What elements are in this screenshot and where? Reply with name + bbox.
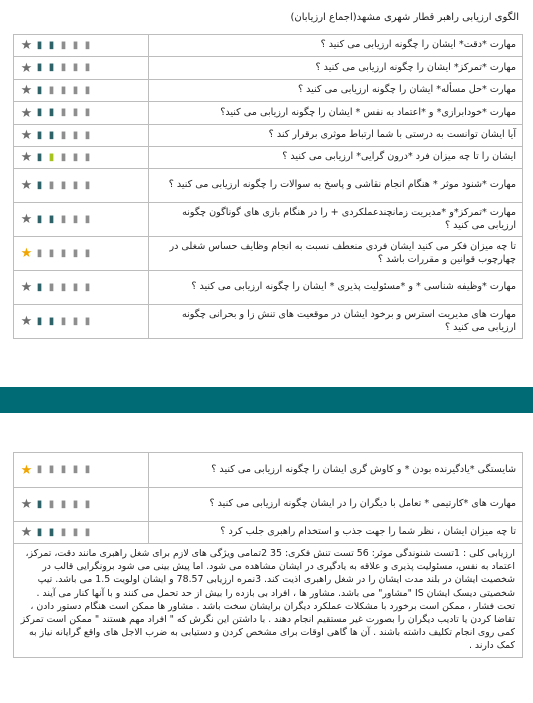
star-icon[interactable]: ★ [20,105,33,121]
thumbs-up-icon[interactable]: ▮ [36,315,43,327]
thumbs-up-icon[interactable]: ▮ [48,281,55,293]
thumbs-up-icon[interactable]: ▮ [84,247,91,259]
rating-cell [14,169,149,203]
question-row [14,80,523,102]
question-row [14,237,523,271]
rating-cell [14,80,149,102]
thumbs-up-icon[interactable]: ▮ [36,84,43,96]
question-text: مهارت *حل مسأله* ایشان را چگونه ارزیابی می کنید ؟ [149,80,523,102]
rating-table-2 [13,452,523,658]
question-row [14,35,523,57]
overall-assessment: ارزیابی کلی : 1تست شنوندگی موثر: 56 تست تنش فکری: 35 2تمامی ویژگی های لازم برای شغل راهبری مانند دقت، تمرکز، اعتماد به نفس، مسئولیت پذیری و علاقه به یادگیری در ایشان مشاهده می شود. اما پیش بینی می شود برونگرایی قالب در شخصیت ایشان در بلند مدت ایشان را در شغل راهبری اذیت کند. 3نمره ارزیابی 78.57 و ایشان اولویت 1.5 می باشد. تیپ شخصیتی دیسک ایشان IS "مشاور" می باشد. مشاور ها ، افراد بی بازده را بیش از حد تحمل می کنند و با آنها کنار می آیند . تحت فشار ، ممکن است برخورد با مشکلات عملکرد دیگران برایشان سخت باشد . مشاور ها ممکن است هنگام دستور دادن ، تقاضا کردن یا تادیب دیگران را بصورت غیر مستقیم انجام دهند . با داشتن این نگرش که " افراد مهم هستند " ممکن است تمرکز کمی روی انجام تکلیف داشته باشند . آن ها گاهی اوقات برای مشخص کردن و دستیابی به ضرب الاجل های واقع گرایانه نیاز به کمک دارند . [14,544,523,658]
thumbs-up-icon[interactable]: ▮ [84,281,91,293]
question-row [14,203,523,237]
thumbs-up-icon[interactable]: ▮ [48,84,55,96]
rating-widget [20,213,148,227]
question-text: مهارت *تمرکز* ایشان را چگونه ارزیابی می کنید ؟ [149,57,523,80]
thumbs-up-icon[interactable]: ▮ [84,179,91,191]
thumbs-up-icon[interactable]: ▮ [48,464,55,475]
question-row [14,453,523,488]
question-row [14,125,523,147]
thumbs-up-icon[interactable]: ▮ [84,129,91,141]
thumbs-up-icon[interactable]: ▮ [36,464,43,475]
question-row [14,488,523,522]
rating-widget [20,84,148,98]
rating-widget [20,498,148,512]
thumbs-up-icon[interactable]: ▮ [84,62,91,73]
question-text: مهارت *خودابرازی* و *اعتماد به نفس * ایشان را چگونه ارزیابی می کنید؟ [149,102,523,125]
thumbs-up-icon[interactable]: ▮ [48,498,55,510]
thumbs-up-icon[interactable]: ▮ [60,526,67,538]
thumbs-up-icon[interactable]: ▮ [60,151,67,163]
question-text: مهارت *دقت* ایشان را چگونه ارزیابی می کنید ؟ [149,35,523,57]
rating-widget [20,315,148,329]
thumbs-up-icon[interactable]: ▮ [36,247,43,259]
question-row [14,522,523,544]
thumbs-up-icon[interactable]: ▮ [36,179,43,191]
question-row [14,57,523,80]
rating-widget [20,106,148,120]
rating-widget [20,281,148,295]
rating-cell [14,125,149,147]
thumbs-up-icon[interactable]: ▮ [36,498,43,510]
thumbs-up-icon[interactable]: ▮ [36,129,43,141]
thumbs-up-icon[interactable]: ▮ [72,151,79,163]
thumbs-up-icon[interactable]: ▮ [84,84,91,96]
thumbs-up-icon[interactable]: ▮ [84,151,91,163]
page-title: الگوی ارزیابی راهبر قطار شهری مشهد(اجماع ارزیابان) [290,12,519,23]
rating-widget [20,151,148,165]
question-row [14,102,523,125]
thumbs-up-icon[interactable]: ▮ [72,39,79,51]
star-icon[interactable]: ★ [20,83,33,98]
star-icon[interactable]: ★ [20,60,33,76]
thumbs-up-icon[interactable]: ▮ [72,464,79,475]
star-icon[interactable]: ★ [20,178,33,193]
thumbs-up-icon[interactable]: ▮ [60,281,67,293]
thumbs-up-icon[interactable]: ▮ [84,315,91,327]
question-text: تا چه میزان ایشان ، نظر شما را جهت جذب و استخدام راهبری جلب کرد ؟ [149,522,523,544]
rating-cell [14,147,149,169]
star-icon[interactable]: ★ [20,525,33,540]
question-text: مهارت *وظیفه شناسی * و *مسئولیت پذیری * ایشان را چگونه ارزیابی می کنید ؟ [149,271,523,305]
thumbs-up-icon[interactable]: ▮ [60,39,67,51]
thumbs-up-icon[interactable]: ▮ [60,107,67,118]
question-row [14,305,523,339]
thumbs-up-icon[interactable]: ▮ [72,213,79,225]
thumbs-up-icon[interactable]: ▮ [48,247,55,259]
thumbs-up-icon[interactable]: ▮ [84,464,91,475]
question-text: ایشان را تا چه میزان فرد *درون گرایی* ارزیابی می کنید ؟ [149,147,523,169]
star-icon[interactable]: ★ [20,462,33,478]
thumbs-up-icon[interactable]: ▮ [48,62,55,73]
question-row [14,271,523,305]
star-icon[interactable]: ★ [20,314,33,329]
summary-row [14,544,523,658]
question-text: مهارت های مدیریت استرس و برخود ایشان در موقعیت های تنش زا و بحرانی چگونه ارزیابی می کنید ؟ [149,305,523,339]
thumbs-up-icon[interactable]: ▮ [60,498,67,510]
thumbs-up-icon[interactable]: ▮ [72,107,79,118]
thumbs-up-icon[interactable]: ▮ [84,107,91,118]
rating-widget [20,463,148,477]
rating-cell [14,305,149,339]
star-icon[interactable]: ★ [20,150,33,165]
rating-cell [14,57,149,80]
thumbs-up-icon[interactable]: ▮ [36,39,43,51]
thumbs-up-icon[interactable]: ▮ [60,179,67,191]
thumbs-up-icon[interactable]: ▮ [36,151,43,163]
rating-widget [20,247,148,261]
thumbs-up-icon[interactable]: ▮ [72,129,79,141]
thumbs-up-icon[interactable]: ▮ [36,213,43,225]
thumbs-up-icon[interactable]: ▮ [60,84,67,96]
thumbs-up-icon[interactable]: ▮ [72,62,79,73]
thumbs-up-icon[interactable]: ▮ [48,151,55,163]
thumbs-up-icon[interactable]: ▮ [84,498,91,510]
question-text: مهارت های *کارتیمی * تعامل با دیگران را در ایشان چگونه ارزیابی می کنید ؟ [149,488,523,522]
rating-widget [20,526,148,540]
rating-cell [14,35,149,57]
thumbs-up-icon[interactable]: ▮ [48,213,55,225]
thumbs-up-icon[interactable]: ▮ [48,107,55,118]
question-row [14,147,523,169]
question-row [14,169,523,203]
rating-table-1 [13,34,523,339]
thumbs-up-icon[interactable]: ▮ [72,315,79,327]
page-divider [0,387,533,413]
rating-cell [14,102,149,125]
thumbs-up-icon[interactable]: ▮ [36,281,43,293]
thumbs-up-icon[interactable]: ▮ [72,84,79,96]
thumbs-up-icon[interactable]: ▮ [48,179,55,191]
thumbs-up-icon[interactable]: ▮ [84,39,91,51]
thumbs-up-icon[interactable]: ▮ [72,526,79,538]
thumbs-up-icon[interactable]: ▮ [60,247,67,259]
thumbs-up-icon[interactable]: ▮ [84,213,91,225]
thumbs-up-icon[interactable]: ▮ [72,179,79,191]
thumbs-up-icon[interactable]: ▮ [60,62,67,73]
question-text: مهارت *شنود موثر * هنگام انجام نقاشی و پاسخ به سوالات را چگونه ارزیابی می کنید ؟ [149,169,523,203]
star-icon[interactable]: ★ [20,128,33,143]
rating-cell [14,271,149,305]
thumbs-up-icon[interactable]: ▮ [72,247,79,259]
thumbs-up-icon[interactable]: ▮ [48,39,55,51]
rating-cell [14,522,149,544]
thumbs-up-icon[interactable]: ▮ [72,498,79,510]
star-icon[interactable]: ★ [20,246,33,261]
thumbs-up-icon[interactable]: ▮ [60,315,67,327]
star-icon[interactable]: ★ [20,497,33,512]
thumbs-up-icon[interactable]: ▮ [72,281,79,293]
question-text: شایستگی *یادگیرنده بودن * و کاوش گری ایشان را چگونه ارزیابی می کنید ؟ [149,453,523,488]
thumbs-up-icon[interactable]: ▮ [36,62,43,73]
thumbs-up-icon[interactable]: ▮ [60,464,67,475]
thumbs-up-icon[interactable]: ▮ [36,526,43,538]
rating-cell [14,203,149,237]
thumbs-up-icon[interactable]: ▮ [60,129,67,141]
rating-cell [14,237,149,271]
rating-cell [14,488,149,522]
star-icon[interactable]: ★ [20,212,33,227]
thumbs-up-icon[interactable]: ▮ [84,526,91,538]
rating-widget [20,129,148,143]
rating-widget [20,179,148,193]
rating-widget [20,61,148,75]
rating-cell [14,453,149,488]
star-icon[interactable]: ★ [20,38,33,53]
question-text: تا چه میزان فکر می کنید ایشان فردی منعطف نسبت به انجام وظایف حساس شغلی در چهارچوب قوانین و مقررات باشد ؟ [149,237,523,271]
thumbs-up-icon[interactable]: ▮ [60,213,67,225]
question-text: مهارت *تمرکز*و *مدیریت زمانچندعملکردی + را در هنگام بازی های گوناگون چگونه ارزیابی می کنید ؟ [149,203,523,237]
thumbs-up-icon[interactable]: ▮ [48,129,55,141]
thumbs-up-icon[interactable]: ▮ [48,526,55,538]
question-text: آیا ایشان توانست به درستی با شما ارتباط موثری برقرار کند ؟ [149,125,523,147]
star-icon[interactable]: ★ [20,280,33,295]
thumbs-up-icon[interactable]: ▮ [36,107,43,118]
rating-widget [20,39,148,53]
thumbs-up-icon[interactable]: ▮ [48,315,55,327]
